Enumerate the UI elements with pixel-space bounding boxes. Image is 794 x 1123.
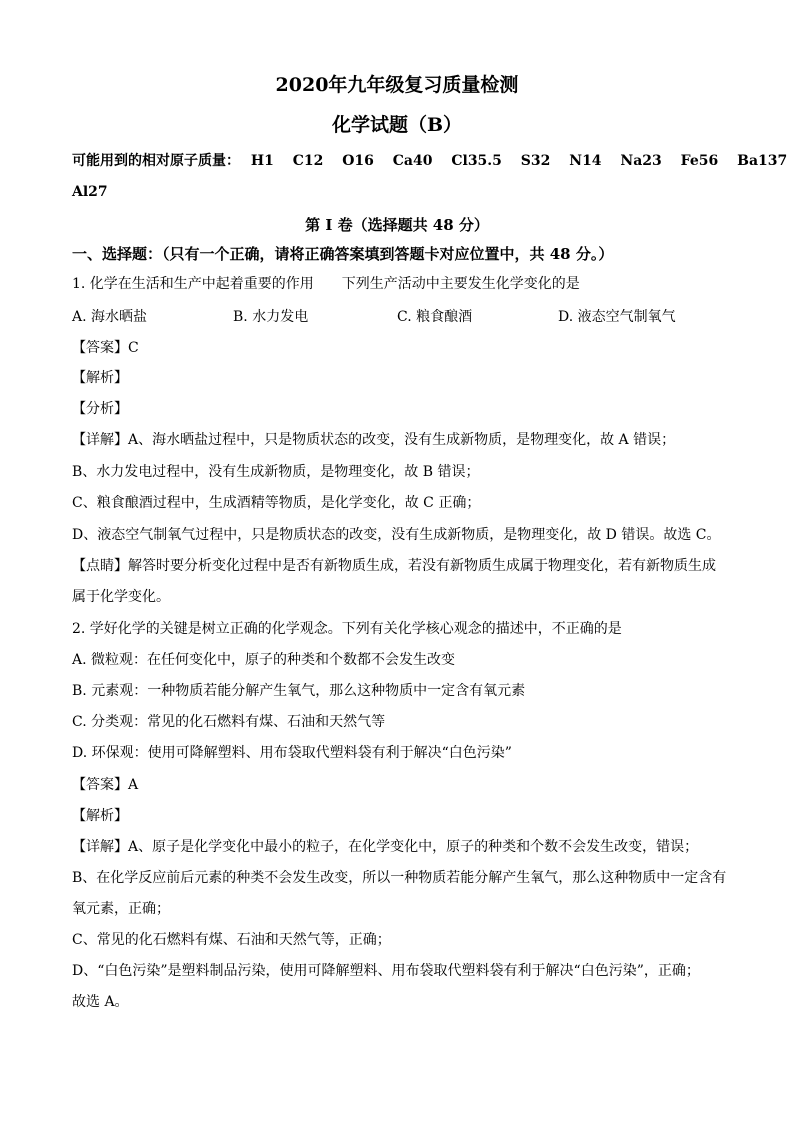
exam-subtitle: 化学试题（B） bbox=[331, 114, 463, 136]
q2-detail-b-line1: B、在化学反应前后元素的种类不会发生改变，所以一种物质若能分解产生氧气，那么这种物质中一定含有 bbox=[72, 870, 727, 886]
atomic-mass-item: H1 bbox=[250, 153, 274, 169]
atomic-mass-item: Fe56 bbox=[680, 153, 719, 169]
atomic-mass-label: 可能用到的相对原子质量： bbox=[72, 153, 240, 169]
q2-option-a: A. 微粒观：在任何变化中，原子的种类和个数都不会发生改变 bbox=[72, 652, 456, 668]
q2-option-b: B. 元素观：一种物质若能分解产生氧气，那么这种物质中一定含有氧元素 bbox=[72, 683, 526, 699]
atomic-mass-item: Cl35.5 bbox=[451, 153, 502, 169]
q2-detail-a: 【详解】A、原子是化学变化中最小的粒子，在化学变化中，原子的种类和个数不会发生改变，错误； bbox=[72, 839, 699, 855]
atomic-mass-item: O16 bbox=[342, 153, 374, 169]
q1-option-a: A. 海水晒盐 bbox=[72, 309, 148, 325]
atomic-mass-item: Ba137 bbox=[737, 153, 788, 169]
q2-option-d: D. 环保观：使用可降解塑料、用布袋取代塑料袋有利于解决“白色污染” bbox=[72, 745, 512, 761]
q1-detail-d: D、液态空气制氧气过程中，只是物质状态的改变，没有生成新物质，是物理变化，故 D 错误。故选 C。 bbox=[72, 527, 721, 543]
atomic-mass-item: N14 bbox=[569, 153, 602, 169]
q1-detail-a: 【详解】A、海水晒盐过程中，只是物质状态的改变，没有生成新物质，是物理变化，故 A 错误； bbox=[72, 432, 676, 448]
q2-answer: 【答案】A bbox=[72, 777, 139, 793]
q1-detail-c: C、粮食酿酒过程中，生成酒精等物质，是化学变化，故 C 正确； bbox=[72, 495, 481, 511]
volume-title: 第 I 卷（选择题共 48 分） bbox=[305, 216, 489, 234]
atomic-mass-line bbox=[72, 150, 794, 170]
q1-detail-b: B、水力发电过程中，没有生成新物质，是物理变化，故 B 错误； bbox=[72, 464, 480, 480]
q2-conclusion: 故选 A。 bbox=[72, 994, 129, 1010]
q1-option-d: D. 液态空气制氧气 bbox=[558, 309, 676, 325]
q1-analyze-label: 【分析】 bbox=[72, 401, 128, 417]
q1-option-c: C. 粮食酿酒 bbox=[397, 309, 473, 325]
q1-stem: 1. 化学在生活和生产中起着重要的作用 下列生产活动中主要发生化学变化的是 bbox=[72, 276, 580, 292]
atomic-mass-item: Na23 bbox=[620, 153, 662, 169]
q2-stem: 2. 学好化学的关键是树立正确的化学观念。下列有关化学核心观念的描述中，不正确的是 bbox=[72, 621, 622, 637]
atomic-mass-overflow: Al27 bbox=[72, 184, 108, 200]
q1-comment-line2: 属于化学变化。 bbox=[72, 589, 170, 605]
q1-answer: 【答案】C bbox=[72, 340, 139, 356]
section-instruction: 一、选择题：（只有一个正确，请将正确答案填到答题卡对应位置中，共 48 分。） bbox=[72, 245, 614, 263]
atomic-mass-item: C12 bbox=[292, 153, 324, 169]
q1-analysis-label: 【解析】 bbox=[72, 370, 128, 386]
q2-option-c: C. 分类观：常见的化石燃料有煤、石油和天然气等 bbox=[72, 714, 386, 730]
exam-title: 2020年九年级复习质量检测 bbox=[275, 74, 519, 96]
q2-detail-c: C、常见的化石燃料有煤、石油和天然气等，正确； bbox=[72, 932, 391, 948]
q1-option-b: B. 水力发电 bbox=[233, 309, 309, 325]
atomic-mass-item: Ca40 bbox=[392, 153, 433, 169]
atomic-mass-item: S32 bbox=[520, 153, 551, 169]
q2-detail-b-line2: 氧元素，正确； bbox=[72, 901, 170, 917]
q2-analysis-label: 【解析】 bbox=[72, 808, 128, 824]
q2-detail-d: D、“白色污染”是塑料制品污染，使用可降解塑料、用布袋取代塑料袋有利于解决“白色污染”，正确； bbox=[72, 963, 700, 979]
q1-comment-line1: 【点睛】解答时要分析变化过程中是否有新物质生成，若没有新物质生成属于物理变化，若有新物质生成 bbox=[72, 558, 716, 574]
